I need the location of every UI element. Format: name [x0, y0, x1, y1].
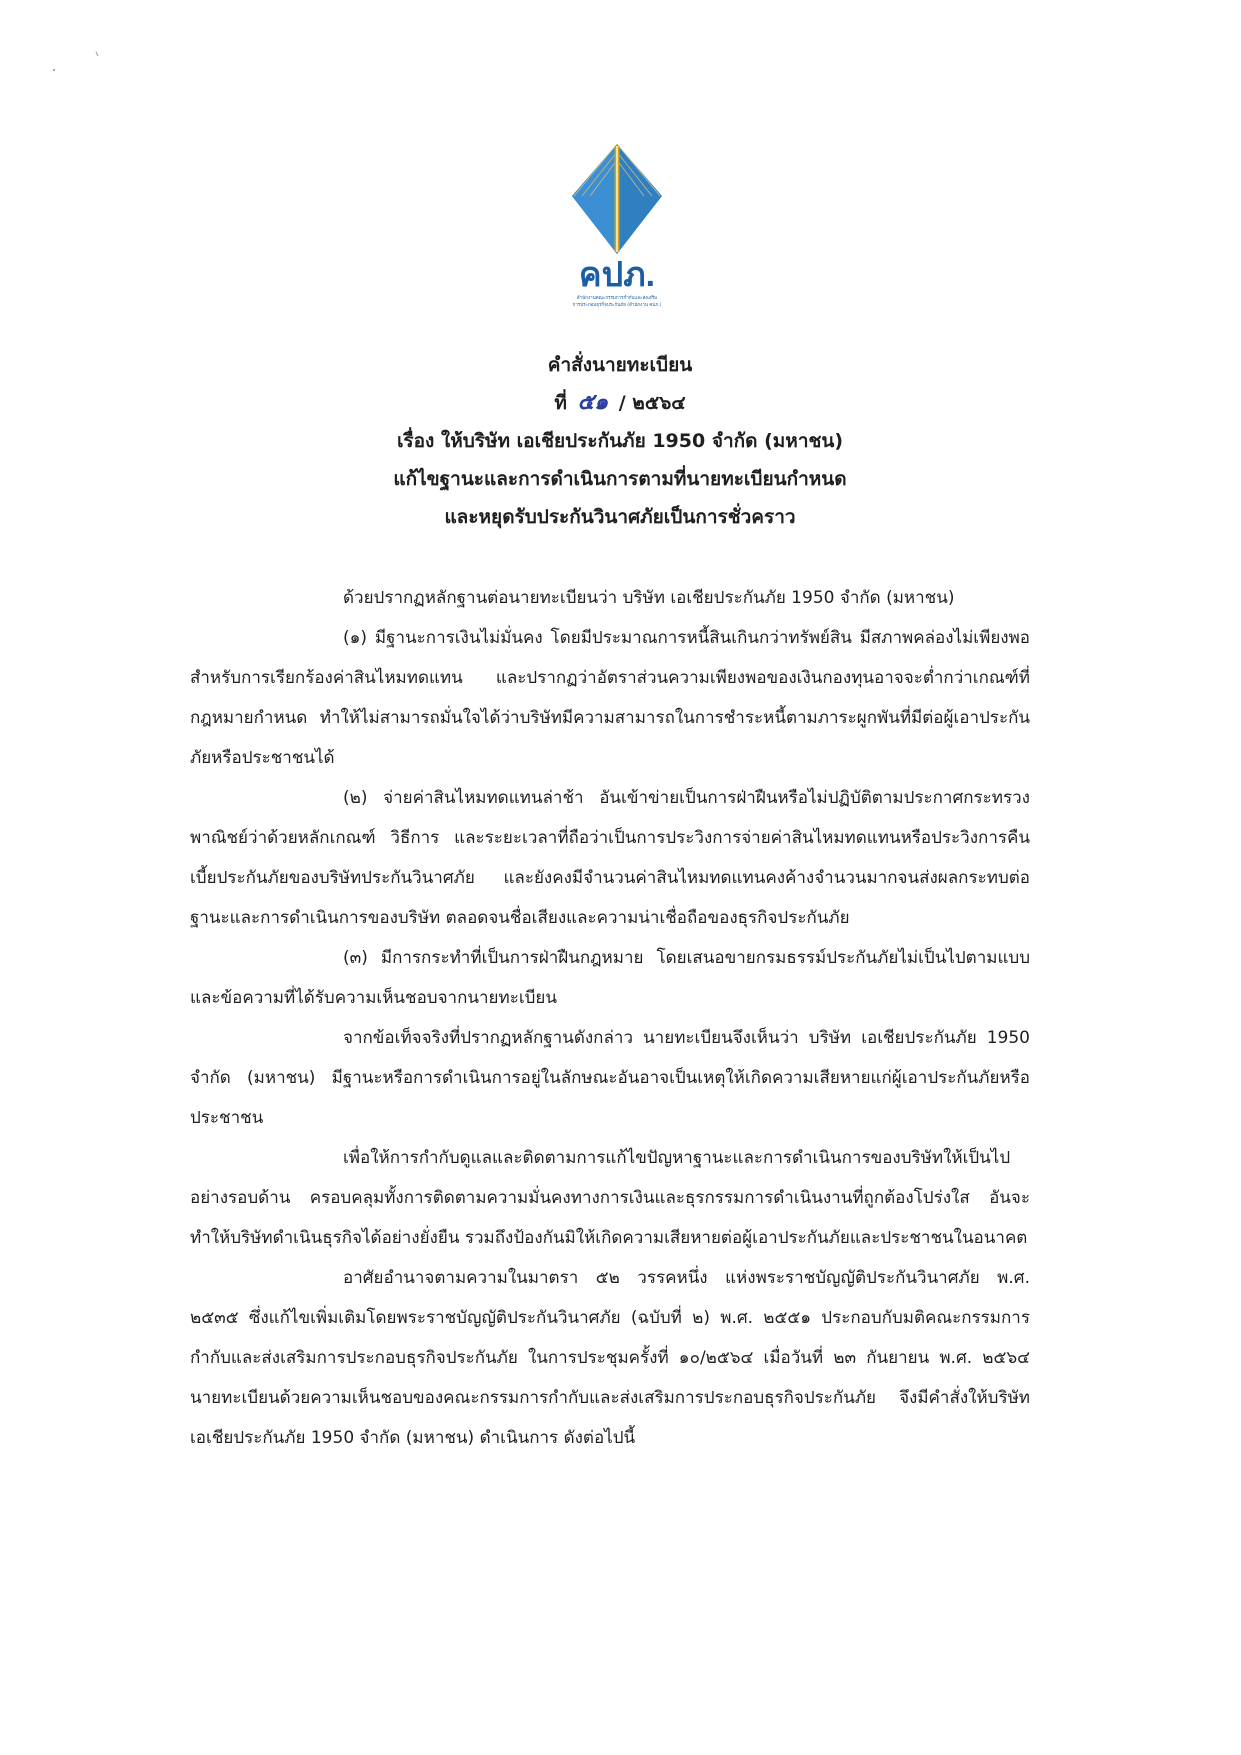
number-handwritten: ๕๑	[577, 390, 609, 415]
doc-type: คำสั่งนายทะเบียน	[547, 354, 693, 376]
number-suffix: / ๒๕๖๔	[618, 392, 686, 414]
paragraph-item-1: (๑) มีฐานะการเงินไม่มั่นคง โดยมีประมาณการหนี้สินเกินกว่าทรัพย์สิน มีสภาพคล่องไม่เพียงพอสำหรับการเรียกร้องค่าสินไหมทดแทน และปรากฏว่าอัตราส่วนความเพียงพอของเงินกองทุนอาจจะต่ำกว่าเกณฑ์ที่กฎหมายกำหนด ทำให้ไม่สามารถมั่นใจได้ว่าบริษัทมีความสามารถในการชำระหนี้ตามภาระผูกพันที่มีต่อผู้เอาประกันภัยหรือประชาชนได้	[190, 628, 1030, 768]
paragraph-purpose: เพื่อให้การกำกับดูแลและติดตามการแก้ไขปัญหาฐานะและการดำเนินการของบริษัทให้เป็นไปอย่างรอบด้าน ครอบคลุมทั้งการติดตามความมั่นคงทางการเงินและธุรกรรมการดำเนินงานที่ถูกต้องโปร่งใส อันจะทำให้บริษัทดำเนินธุรกิจได้อย่างยั่งยืน รวมถึงป้องกันมิให้เกิดความเสียหายต่อผู้เอาประกันภัยและประชาชนในอนาคต	[190, 1148, 1030, 1248]
number-prefix: ที่	[554, 392, 567, 414]
logo-subtitle-line2: การประกอบธุรกิจประกันภัย (สำนักงาน คปภ.)	[572, 303, 662, 308]
logo-acronym: คปภ.	[578, 256, 656, 294]
subject-line-1: เรื่อง ให้บริษัท เอเชียประกันภัย 1950 จำกัด (มหาชน)	[396, 430, 844, 452]
order-header	[180, 346, 1060, 536]
subject-line-3: และหยุดรับประกันวินาศภัยเป็นการชั่วคราว	[444, 506, 796, 528]
paragraph-item-3: (๓) มีการกระทำที่เป็นการฝ่าฝืนกฎหมาย โดยเสนอขายกรมธรรม์ประกันภัยไม่เป็นไปตามแบบและข้อความที่ได้รับความเห็นชอบจากนายทะเบียน	[190, 948, 1030, 1008]
paragraph-item-2: (๒) จ่ายค่าสินไหมทดแทนล่าช้า อันเข้าข่ายเป็นการฝ่าฝืนหรือไม่ปฏิบัติตามประกาศกระทรวงพาณิชย์ว่าด้วยหลักเกณฑ์ วิธีการ และระยะเวลาที่ถือว่าเป็นการประวิงการจ่ายค่าสินไหมทดแทนหรือประวิงการคืนเบี้ยประกันภัยของบริษัทประกันวินาศภัย และยังคงมีจำนวนค่าสินไหมทดแทนคงค้างจำนวนมากจนส่งผลกระทบต่อฐานะและการดำเนินการของบริษัท ตลอดจนชื่อเสียงและความน่าเชื่อถือของธุรกิจประกันภัย	[190, 788, 1030, 928]
scan-specks	[50, 50, 110, 90]
subject-line-2: แก้ไขฐานะและการดำเนินการตามที่นายทะเบียนกำหนด	[393, 468, 847, 490]
order-number	[180, 384, 1060, 422]
oic-emblem-icon	[562, 144, 672, 324]
order-body	[190, 578, 1030, 1458]
oic-logo	[562, 144, 672, 324]
paragraph-authority: อาศัยอำนาจตามความในมาตรา ๕๒ วรรคหนึ่ง แห่งพระราชบัญญัติประกันวินาศภัย พ.ศ. ๒๕๓๕ ซึ่งแก้ไขเพิ่มเติมโดยพระราชบัญญัติประกันวินาศภัย (ฉบับที่ ๒) พ.ศ. ๒๕๕๑ ประกอบกับมติคณะกรรมการกำกับและส่งเสริมการประกอบธุรกิจประกันภัย ในการประชุมครั้งที่ ๑๐/๒๕๖๔ เมื่อวันที่ ๒๓ กันยายน พ.ศ. ๒๕๖๔ นายทะเบียนด้วยความเห็นชอบของคณะกรรมการกำกับและส่งเสริมการประกอบธุรกิจประกันภัย จึงมีคำสั่งให้บริษัท เอเชียประกันภัย 1950 จำกัด (มหาชน) ดำเนินการ ดังต่อไปนี้	[190, 1268, 1030, 1448]
logo-subtitle-line1: สำนักงานคณะกรรมการกำกับและส่งเสริม	[576, 296, 658, 301]
paragraph-intro: ด้วยปรากฏหลักฐานต่อนายทะเบียนว่า บริษัท เอเชียประกันภัย 1950 จำกัด (มหาชน)	[343, 588, 955, 608]
paragraph-finding: จากข้อเท็จจริงที่ปรากฏหลักฐานดังกล่าว นายทะเบียนจึงเห็นว่า บริษัท เอเชียประกันภัย 1950 จำกัด (มหาชน) มีฐานะหรือการดำเนินการอยู่ในลักษณะอันอาจเป็นเหตุให้เกิดความเสียหายแก่ผู้เอาประกันภัยหรือประชาชน	[190, 1028, 1030, 1128]
